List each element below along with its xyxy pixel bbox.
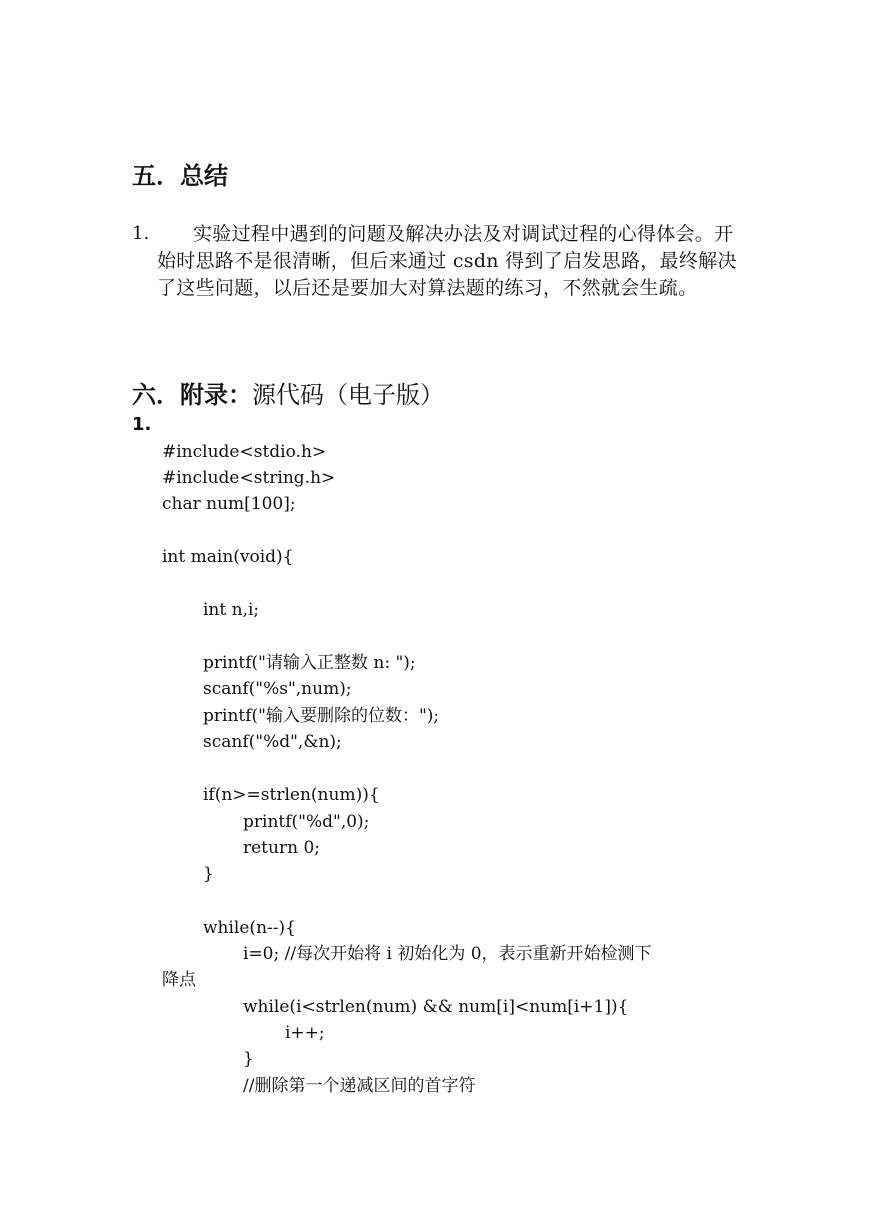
code-line: #include<string.h> [162,468,336,488]
code-line: #include<stdio.h> [162,442,327,462]
code-line: char num[100]; [162,494,296,514]
code-line: printf("输入要删除的位数："); [203,706,440,726]
code-line: i=0; //每次开始将 i 初始化为 0，表示重新开始检测下 [243,944,652,964]
code-line: int main(void){ [162,547,294,567]
code-line: return 0; [243,838,320,858]
summary-paragraph: 实验过程中遇到的问题及解决办法及对调试过程的心得体会。开始时思路不是很清晰，但后来通过 csdn 得到了启发思路，最终解决了这些问题，以后还是要加大对算法题的练习，不然就会生疏。 [157,223,737,299]
section-6-heading-bold: 六．附录： [132,381,252,409]
code-line: int n,i; [203,600,260,620]
code-line: } [243,1049,254,1069]
code-line: printf("%d",0); [243,812,370,832]
code-line: while(n--){ [203,918,296,938]
section-5-heading: 五．总结 [132,162,228,190]
section-6-heading [132,380,444,410]
code-line: while(i<strlen(num) && num[i]<num[i+1]){ [243,997,629,1017]
code-line: //删除第一个递减区间的首字符 [243,1076,476,1096]
code-line: 降点 [162,970,196,990]
code-line: i++; [285,1023,325,1043]
code-line: scanf("%d",&n); [203,732,342,752]
appendix-item-number: 1. [132,414,152,435]
summary-item-number: 1. [132,223,150,244]
code-line: } [203,864,214,884]
code-line: if(n>=strlen(num)){ [203,785,380,805]
section-6-heading-rest: 源代码（电子版） [252,381,444,409]
code-line: scanf("%s",num); [203,679,352,699]
code-line: printf("请输入正整数 n: "); [203,653,416,673]
